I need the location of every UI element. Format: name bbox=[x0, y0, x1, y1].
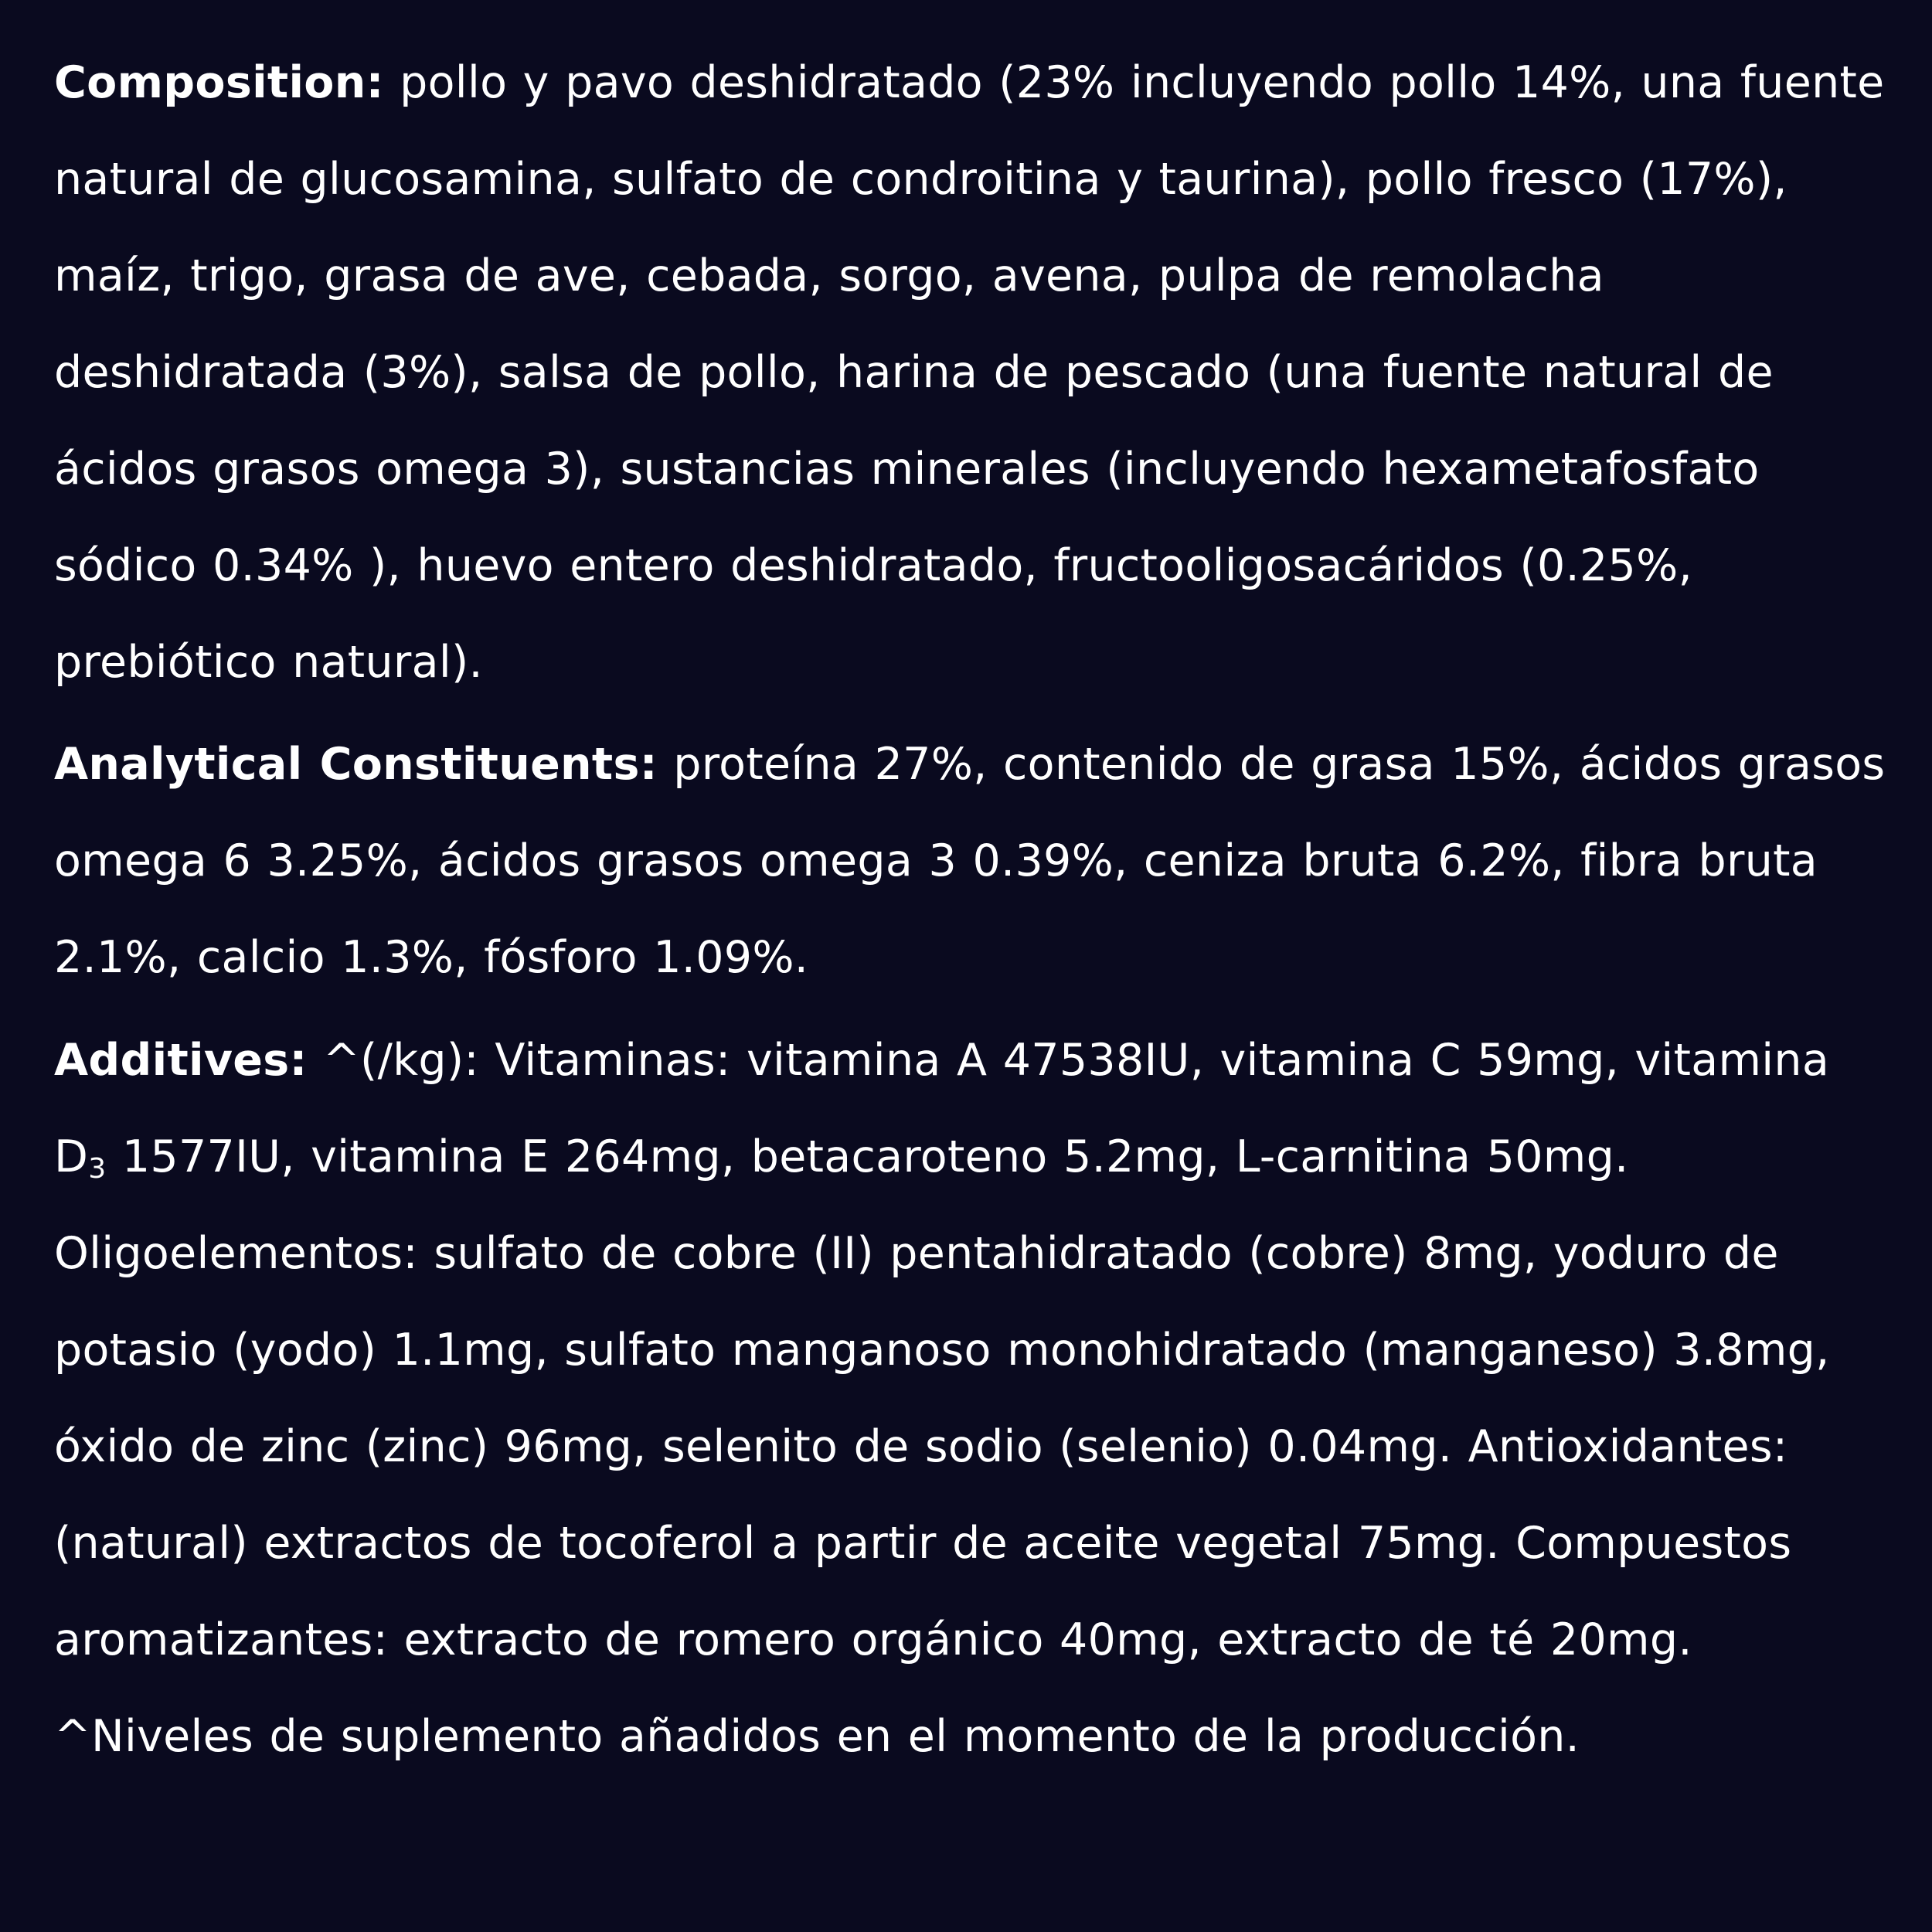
additives-section bbox=[54, 1012, 1893, 1785]
analytical-constituents-label: Analytical Constituents: bbox=[54, 739, 658, 790]
additives-label: Additives: bbox=[54, 1035, 308, 1086]
additives-text-part2: 1577IU, vitamina E 264mg, betacaroteno 5.2mg, L-carnitina 50mg. Oligoelementos: sulfato de cobre (II) pentahidratado (cobre) 8mg, yoduro de potasio (yodo) 1.1mg, sulfato manganoso monohidratado (manganeso) 3.8mg, óxido de zinc (zinc) 96mg, selenito de sodio (selenio) 0.04mg. Antioxidantes: (natural) extractos de tocoferol a partir de aceite vegetal 75mg. Compuestos aromatizantes: extracto de romero orgánico 40mg, extracto de té 20mg. ^Niveles de suplemento añadidos en el momento de la producción. bbox=[54, 1131, 1830, 1762]
additives-text-part1: ^(/kg): Vitaminas: vitamina A 47538IU, vitamina C 59mg, vitamina D bbox=[54, 1035, 1830, 1182]
analytical-constituents-text: proteína 27%, contenido de grasa 15%, ácidos grasos omega 6 3.25%, ácidos grasos omega 3 0.39%, ceniza bruta 6.2%, fibra bruta 2.1%, calcio 1.3%, fósforo 1.09%. bbox=[54, 739, 1886, 983]
composition-label: Composition: bbox=[54, 57, 384, 108]
analytical-constituents-section bbox=[54, 716, 1893, 1006]
composition-section bbox=[54, 35, 1893, 711]
composition-text: pollo y pavo deshidratado (23% incluyendo pollo 14%, una fuente natural de glucosamina, sulfato de condroitina y taurina), pollo fresco (17%), maíz, trigo, grasa de ave, cebada, sorgo, avena, pulpa de remolacha deshidratada (3%), salsa de pollo, harina de pescado (una fuente natural de ácidos grasos omega 3), sustancias minerales (incluyendo hexametafosfato sódico 0.34% ), huevo entero deshidratado, fructooligosacáridos (0.25%, prebiótico natural). bbox=[54, 57, 1885, 688]
vitamin-d-subscript: 3 bbox=[88, 1153, 107, 1185]
